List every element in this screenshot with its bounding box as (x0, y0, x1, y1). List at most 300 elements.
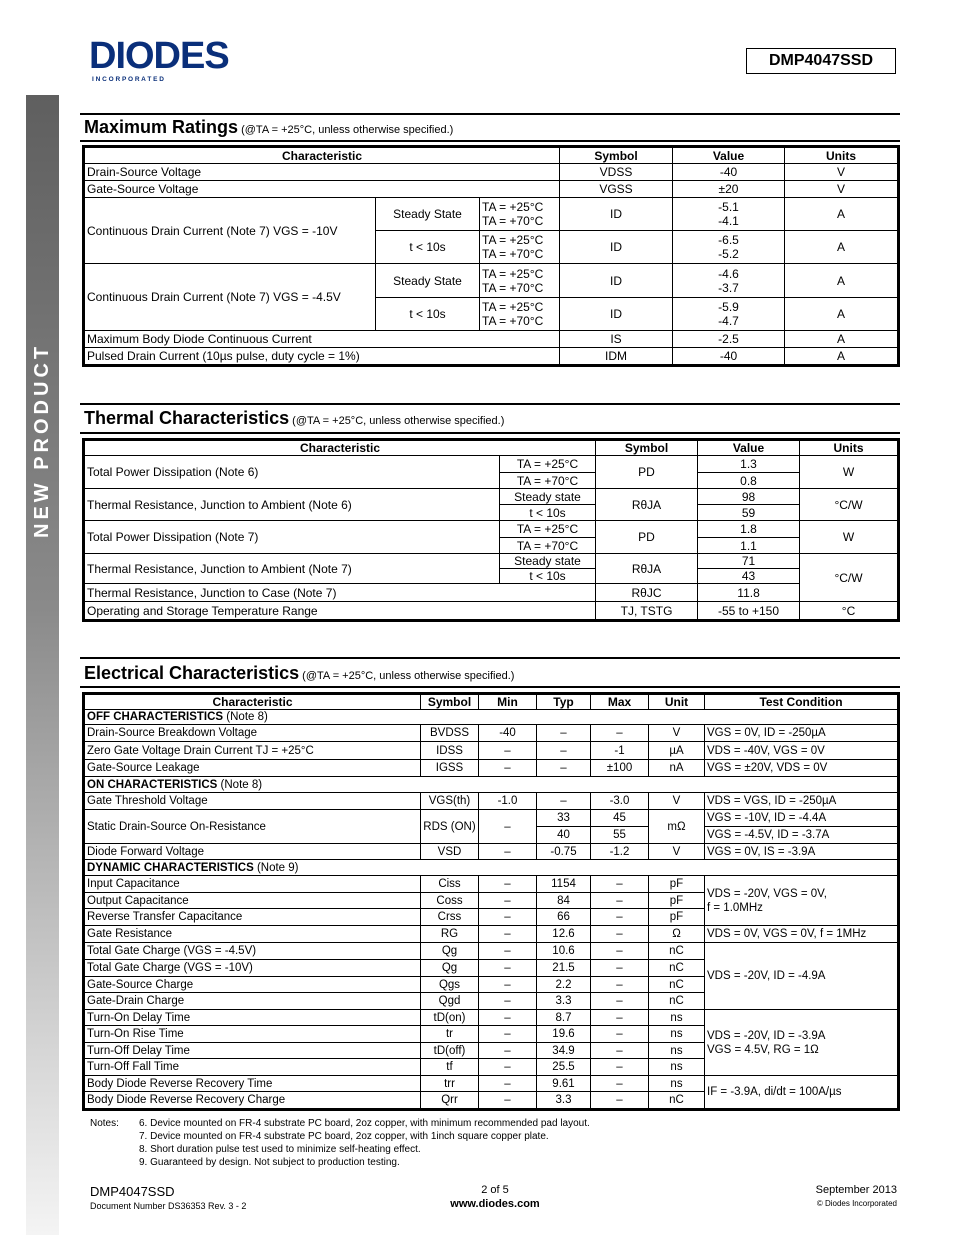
table-cell: VDS = VGS, ID = -250µA (705, 793, 898, 810)
section-rule (80, 403, 900, 405)
column-header: Symbol (421, 695, 479, 710)
table-cell: nC (649, 977, 705, 993)
table-cell: 3.3 (537, 1092, 591, 1109)
table-cell: 98 (698, 489, 800, 505)
table-cell: trr (421, 1076, 479, 1092)
table-cell: 25.5 (537, 1059, 591, 1076)
table-cell: ID (560, 298, 673, 331)
table-cell: ns (649, 1010, 705, 1026)
table-cell (480, 198, 560, 231)
footer-doc-number: Document Number DS36353 Rev. 3 - 2 (90, 1201, 247, 1211)
section-rule (80, 657, 900, 659)
cell-text: -5.2 (718, 247, 739, 261)
table-cell: A (785, 298, 898, 331)
table-cell: 40 (537, 827, 591, 844)
table-cell: RθJC (596, 584, 698, 602)
table-cell: ON CHARACTERISTICS (Note 8) (85, 777, 898, 793)
table-cell: Ω (649, 926, 705, 943)
table-cell: Continuous Drain Current (Note 7) VGS = -10V (85, 198, 376, 264)
table-cell: BVDSS (421, 725, 479, 742)
table-cell: V (649, 725, 705, 742)
table-cell: -1.0 (479, 793, 537, 810)
table-cell: – (479, 742, 537, 760)
table-cell: Gate-Source Charge (85, 977, 421, 993)
table-cell: Turn-On Rise Time (85, 1026, 421, 1043)
table-cell: ns (649, 1076, 705, 1092)
table-cell: Continuous Drain Current (Note 7) VGS = -4.5V (85, 264, 376, 331)
table-cell: t < 10s (376, 298, 480, 331)
sidebar-label: NEW PRODUCT (31, 342, 53, 538)
table-cell: Gate Threshold Voltage (85, 793, 421, 810)
table-cell: – (479, 1059, 537, 1076)
max-ratings-title (84, 117, 453, 138)
cell-text: TA = +70°C (482, 314, 544, 328)
table-cell: Steady State (376, 264, 480, 298)
table-cell: 71 (698, 554, 800, 569)
part-number-box: DMP4047SSD (746, 48, 896, 74)
table-cell: 21.5 (537, 960, 591, 977)
table-cell: RθJA (596, 554, 698, 584)
table-cell: Thermal Resistance, Junction to Ambient (Note 6) (85, 489, 500, 521)
table-cell: – (591, 725, 649, 742)
table-cell: 1.3 (698, 456, 800, 473)
table-cell: 33 (537, 810, 591, 827)
table-cell (480, 264, 560, 298)
table-row (85, 742, 898, 760)
cell-text: (@TA = +25°C, unless otherwise specified.) (238, 124, 454, 136)
table-cell: Coss (421, 893, 479, 909)
table-cell: VGS(th) (421, 793, 479, 810)
column-header: Symbol (560, 148, 673, 164)
table-cell: Body Diode Reverse Recovery Time (85, 1076, 421, 1092)
table-cell: 9.61 (537, 1076, 591, 1092)
table-cell: Static Drain-Source On-Resistance (85, 810, 421, 844)
table-cell: 1.8 (698, 521, 800, 538)
table-cell: -1 (591, 742, 649, 760)
table-row (85, 456, 898, 473)
cell-text: -5.1 (718, 200, 739, 214)
cell-text: -5.9 (718, 300, 739, 314)
table-cell: -0.75 (537, 844, 591, 860)
table-cell (480, 298, 560, 331)
table-cell: tr (421, 1026, 479, 1043)
table-cell: -40 (673, 348, 785, 365)
table-cell: pF (649, 909, 705, 926)
footer-page-number: 2 of 5 (481, 1184, 509, 1196)
table-row (85, 1010, 898, 1026)
table-cell: TJ, TSTG (596, 602, 698, 620)
cell-text: TA = +25°C (482, 266, 544, 281)
table-cell: Steady State (376, 198, 480, 231)
table-cell (673, 198, 785, 231)
table-cell: Body Diode Reverse Recovery Charge (85, 1092, 421, 1109)
cell-text: -4.1 (718, 214, 739, 228)
column-header: Characteristic (85, 148, 560, 164)
table-cell: Turn-Off Fall Time (85, 1059, 421, 1076)
table-cell: VGS = 0V, ID = -250µA (705, 725, 898, 742)
table-row (85, 554, 898, 569)
table-row (85, 521, 898, 538)
table-cell: RG (421, 926, 479, 943)
table-cell: 0.8 (698, 473, 800, 489)
table-cell: Qgs (421, 977, 479, 993)
table-row (85, 602, 898, 620)
column-header: Unit (649, 695, 705, 710)
footer-copyright: © Diodes Incorporated (816, 1199, 897, 1208)
table-cell: – (537, 793, 591, 810)
table-cell (673, 231, 785, 264)
table-cell: Total Gate Charge (VGS = -10V) (85, 960, 421, 977)
table-cell: 59 (698, 505, 800, 521)
cell-text: Electrical Characteristics (84, 663, 300, 683)
table-cell: 1154 (537, 876, 591, 893)
table-cell: Thermal Resistance, Junction to Case (Note 7) (85, 584, 596, 602)
table-cell: W (800, 521, 898, 554)
table-cell: -1.2 (591, 844, 649, 860)
table-row (85, 331, 898, 348)
table-cell: – (479, 1026, 537, 1043)
table-cell: Zero Gate Voltage Drain Current TJ = +25°C (85, 742, 421, 760)
table-cell: tD(on) (421, 1010, 479, 1026)
table-row (85, 926, 898, 943)
table-cell: Total Power Dissipation (Note 7) (85, 521, 500, 554)
table-cell: Qg (421, 960, 479, 977)
table-cell: 43 (698, 569, 800, 584)
table-row (85, 264, 898, 298)
table-cell: -55 to +150 (698, 602, 800, 620)
column-header: Value (673, 148, 785, 164)
table-cell: t < 10s (500, 505, 596, 521)
table-cell (480, 231, 560, 264)
table-cell: Turn-Off Delay Time (85, 1043, 421, 1059)
table-cell: tD(off) (421, 1043, 479, 1059)
table-cell: VDS = -40V, VGS = 0V (705, 742, 898, 760)
table-cell: Qgd (421, 993, 479, 1010)
table-cell: pF (649, 876, 705, 893)
table-cell: – (479, 960, 537, 977)
column-header: Typ (537, 695, 591, 710)
table-row (85, 876, 898, 893)
table-cell: VSD (421, 844, 479, 860)
table-cell: Gate-Source Voltage (85, 181, 560, 198)
cell-text: f = 1.0MHz (707, 901, 763, 914)
table-cell: 19.6 (537, 1026, 591, 1043)
footer-part-number: DMP4047SSD (90, 1184, 175, 1199)
table-cell: – (479, 1092, 537, 1109)
table-cell: pF (649, 893, 705, 909)
table-row (85, 793, 898, 810)
table-row (85, 348, 898, 365)
thermal-title (84, 408, 504, 429)
table-cell: – (479, 1010, 537, 1026)
table-cell: Steady state (500, 489, 596, 505)
section-header-row (85, 710, 898, 725)
table-cell: t < 10s (500, 569, 596, 584)
section-rule (80, 686, 900, 688)
table-cell: – (479, 893, 537, 909)
table-cell: RDS (ON) (421, 810, 479, 844)
table-cell: V (649, 844, 705, 860)
section-rule (80, 432, 900, 434)
table-cell: Qg (421, 943, 479, 960)
table-cell: – (479, 844, 537, 860)
table-cell: IS (560, 331, 673, 348)
table-cell: Reverse Transfer Capacitance (85, 909, 421, 926)
section-header-row (85, 777, 898, 793)
table-cell: Operating and Storage Temperature Range (85, 602, 596, 620)
table-cell: – (591, 1059, 649, 1076)
table-cell: PD (596, 456, 698, 489)
table-cell: Crss (421, 909, 479, 926)
table-cell: – (479, 1076, 537, 1092)
cell-text: -4.6 (718, 266, 739, 281)
table-cell: – (537, 742, 591, 760)
table-cell: – (591, 1043, 649, 1059)
table-cell: nC (649, 960, 705, 977)
cell-text: Thermal Characteristics (84, 408, 290, 428)
table-cell: Drain-Source Breakdown Voltage (85, 725, 421, 742)
table-row (85, 810, 898, 827)
table-cell: TA = +25°C (500, 521, 596, 538)
column-header: Units (785, 148, 898, 164)
table-cell: – (591, 943, 649, 960)
table-cell: – (479, 943, 537, 960)
table-cell: TA = +70°C (500, 538, 596, 554)
table-cell: TA = +25°C (500, 456, 596, 473)
sidebar-band (26, 95, 59, 1235)
table-row (85, 441, 898, 456)
table-cell: A (785, 348, 898, 365)
table-cell: Steady state (500, 554, 596, 569)
table-row (85, 489, 898, 505)
table-cell: 10.6 (537, 943, 591, 960)
column-header: Max (591, 695, 649, 710)
cell-text: Maximum Ratings (84, 117, 239, 137)
table-row (85, 181, 898, 198)
table-cell: V (785, 181, 898, 198)
table-cell: VDS = -20V, ID = -4.9A (705, 943, 898, 1010)
table-cell: Turn-On Delay Time (85, 1010, 421, 1026)
max-ratings-table (84, 147, 898, 365)
table-cell: V (785, 164, 898, 181)
table-cell (705, 1010, 898, 1076)
table-cell: Drain-Source Voltage (85, 164, 560, 181)
table-cell: Pulsed Drain Current (10µs pulse, duty cycle = 1%) (85, 348, 560, 365)
table-cell: Gate-Drain Charge (85, 993, 421, 1010)
table-cell: Input Capacitance (85, 876, 421, 893)
table-row (85, 1076, 898, 1092)
column-header: Symbol (596, 441, 698, 456)
cell-text: TA = +25°C (482, 300, 544, 314)
section-rule (80, 113, 900, 115)
table-cell: A (785, 198, 898, 231)
table-cell: 84 (537, 893, 591, 909)
table-cell: – (591, 1092, 649, 1109)
table-cell: TA = +70°C (500, 473, 596, 489)
table-cell: 3.3 (537, 993, 591, 1010)
table-cell: DYNAMIC CHARACTERISTICS (Note 9) (85, 860, 898, 876)
table-cell: – (591, 993, 649, 1010)
table-cell: Total Gate Charge (VGS = -4.5V) (85, 943, 421, 960)
table-cell: – (591, 893, 649, 909)
table-cell: -3.0 (591, 793, 649, 810)
table-cell: 55 (591, 827, 649, 844)
table-cell: -2.5 (673, 331, 785, 348)
table-cell: – (591, 909, 649, 926)
logo-wordmark: DIODES (89, 36, 229, 77)
table-cell: – (479, 977, 537, 993)
table-cell: IDSS (421, 742, 479, 760)
table-cell: 45 (591, 810, 649, 827)
table-cell: nA (649, 760, 705, 777)
table-cell: 1.1 (698, 538, 800, 554)
table-cell: nC (649, 1092, 705, 1109)
table-cell: Thermal Resistance, Junction to Ambient (Note 7) (85, 554, 500, 584)
table-row (85, 725, 898, 742)
table-row (85, 584, 898, 602)
table-cell: – (479, 876, 537, 893)
table-cell: IDM (560, 348, 673, 365)
table-cell: ID (560, 231, 673, 264)
table-header-row (85, 148, 898, 164)
table-cell: ID (560, 264, 673, 298)
table-cell: Gate-Source Leakage (85, 760, 421, 777)
cell-text: -6.5 (718, 233, 739, 247)
table-row (85, 760, 898, 777)
table-cell: VDSS (560, 164, 673, 181)
cell-text: TA = +25°C (482, 200, 544, 214)
electrical-title (84, 663, 514, 684)
table-cell: – (591, 977, 649, 993)
table-cell: nC (649, 943, 705, 960)
footer-date: September 2013 (815, 1184, 897, 1196)
note-item: 9. Guaranteed by design. Not subject to production testing. (139, 1157, 400, 1168)
column-header: Characteristic (85, 695, 421, 710)
table-cell: 8.7 (537, 1010, 591, 1026)
notes-label: Notes: (90, 1118, 119, 1129)
section-rule (80, 140, 900, 142)
table-row (85, 198, 898, 231)
table-cell: VGS = 0V, IS = -3.9A (705, 844, 898, 860)
table-cell: Diode Forward Voltage (85, 844, 421, 860)
table-cell: – (591, 1026, 649, 1043)
note-item: 6. Device mounted on FR-4 substrate PC board, 2oz copper, with minimum recommended pad layout. (139, 1118, 590, 1129)
table-cell: W (800, 456, 898, 489)
table-cell: Ciss (421, 876, 479, 893)
table-cell: 11.8 (698, 584, 800, 602)
column-header: Value (698, 441, 800, 456)
table-cell: 34.9 (537, 1043, 591, 1059)
table-cell: – (591, 926, 649, 943)
table-cell: PD (596, 521, 698, 554)
table-cell: V (649, 793, 705, 810)
electrical-table (84, 694, 898, 1109)
table-cell: -40 (673, 164, 785, 181)
table-cell: – (591, 1076, 649, 1092)
table-cell: Gate Resistance (85, 926, 421, 943)
table-cell: – (537, 760, 591, 777)
cell-text: TA = +70°C (482, 214, 544, 228)
table-cell: °C/W (800, 489, 898, 521)
table-row (85, 943, 898, 960)
cell-text: (@TA = +25°C, unless otherwise specified.) (299, 670, 515, 682)
table-cell: ±20 (673, 181, 785, 198)
logo-subtitle: I N C O R P O R A T E D (92, 76, 164, 83)
cell-text: TA = +25°C (482, 233, 544, 247)
thermal-table (84, 440, 898, 620)
table-cell: ID (560, 198, 673, 231)
table-cell: VGSS (560, 181, 673, 198)
column-header: Test Condition (705, 695, 898, 710)
cell-text: (@TA = +25°C, unless otherwise specified.) (289, 415, 505, 427)
table-cell: ns (649, 1059, 705, 1076)
diodes-logo (87, 36, 267, 84)
table-cell: VDS = 0V, VGS = 0V, f = 1MHz (705, 926, 898, 943)
column-header: Units (800, 441, 898, 456)
table-cell: OFF CHARACTERISTICS (Note 8) (85, 710, 898, 725)
column-header: Min (479, 695, 537, 710)
cell-text: VDS = -20V, ID = -3.9A (707, 1029, 826, 1042)
table-cell (673, 298, 785, 331)
cell-text: VDS = -20V, VGS = 0V, (707, 887, 827, 900)
table-cell: A (785, 231, 898, 264)
table-cell: ns (649, 1026, 705, 1043)
table-cell: 66 (537, 909, 591, 926)
table-cell: IF = -3.9A, di/dt = 100A/µs (705, 1076, 898, 1109)
table-cell: – (591, 960, 649, 977)
footer-url-link[interactable]: www.diodes.com (450, 1198, 540, 1210)
table-cell: ns (649, 1043, 705, 1059)
table-cell: °C (800, 602, 898, 620)
column-header: Characteristic (85, 441, 596, 456)
table-cell (673, 264, 785, 298)
table-cell: – (479, 760, 537, 777)
section-header-row (85, 860, 898, 876)
table-cell: – (479, 993, 537, 1010)
table-cell: nC (649, 993, 705, 1010)
table-cell (705, 876, 898, 926)
table-cell: RθJA (596, 489, 698, 521)
table-cell: Output Capacitance (85, 893, 421, 909)
table-cell: – (591, 876, 649, 893)
table-cell: Qrr (421, 1092, 479, 1109)
table-cell: – (479, 909, 537, 926)
table-cell: -40 (479, 725, 537, 742)
table-cell: – (479, 810, 537, 844)
cell-text: TA = +70°C (482, 247, 544, 261)
table-cell: ±100 (591, 760, 649, 777)
table-cell: 12.6 (537, 926, 591, 943)
table-cell: µA (649, 742, 705, 760)
table-cell: – (591, 1010, 649, 1026)
table-cell: – (479, 1043, 537, 1059)
table-cell: IGSS (421, 760, 479, 777)
table-row (85, 164, 898, 181)
table-cell: t < 10s (376, 231, 480, 264)
cell-text: -3.7 (718, 280, 739, 295)
table-cell: VGS = ±20V, VDS = 0V (705, 760, 898, 777)
table-cell: tf (421, 1059, 479, 1076)
table-cell: – (479, 926, 537, 943)
table-cell: VGS = -4.5V, ID = -3.7A (705, 827, 898, 844)
table-cell: 2.2 (537, 977, 591, 993)
note-item: 8. Short duration pulse test used to minimize self-heating effect. (139, 1144, 421, 1155)
table-cell: Maximum Body Diode Continuous Current (85, 331, 560, 348)
cell-text: VGS = 4.5V, RG = 1Ω (707, 1043, 819, 1056)
table-cell: Total Power Dissipation (Note 6) (85, 456, 500, 489)
cell-text: -4.7 (718, 314, 739, 328)
table-cell: A (785, 264, 898, 298)
